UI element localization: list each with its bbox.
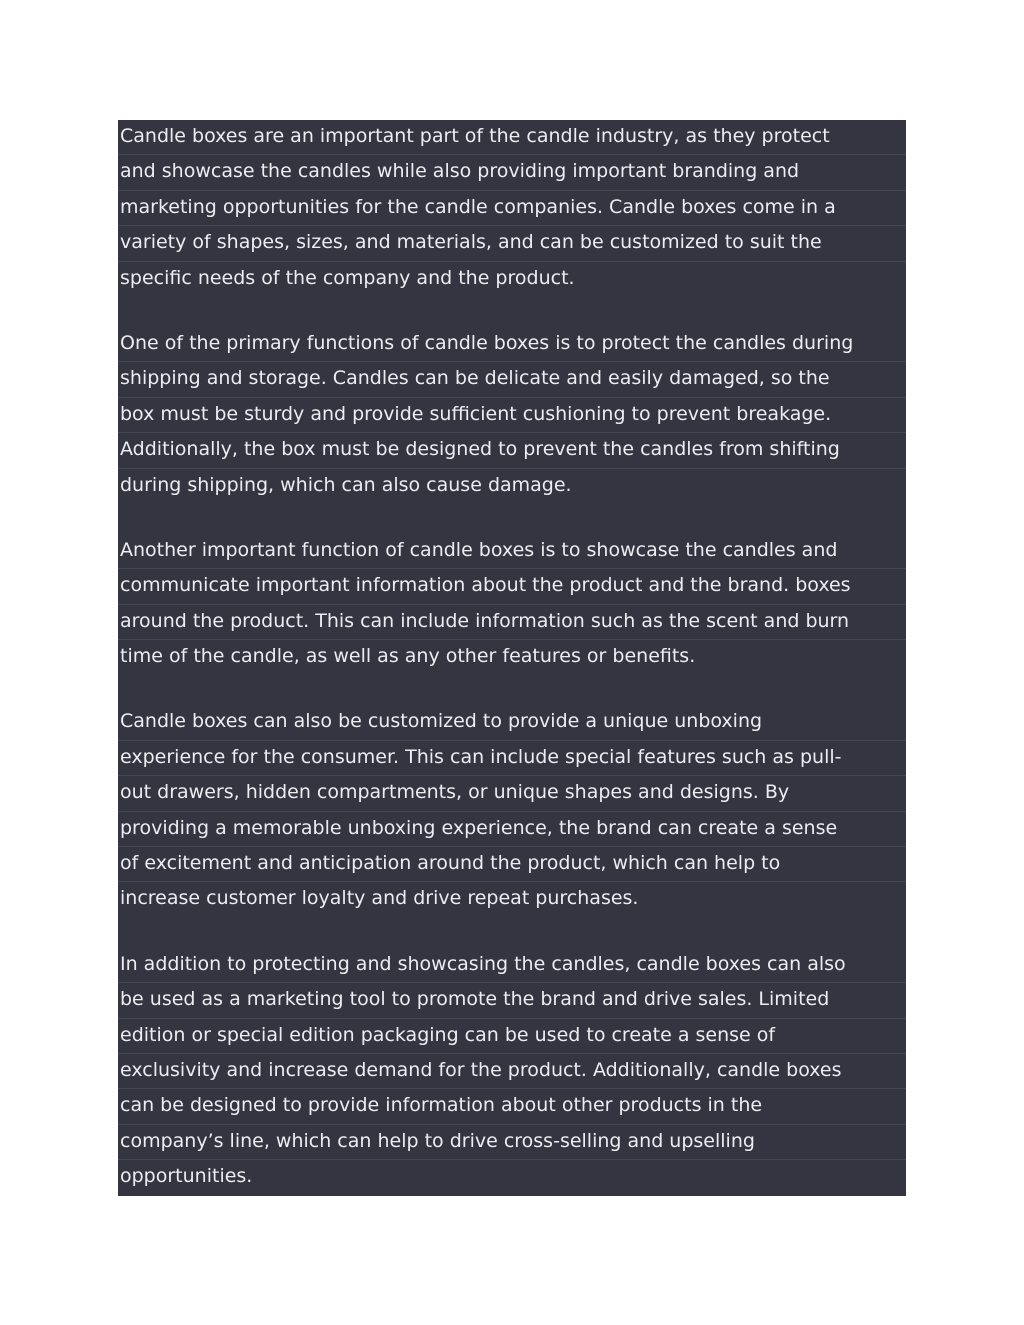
text-line: around the product. This can include information such as the scent and burn: [118, 605, 906, 640]
text-line: of excitement and anticipation around the product, which can help to: [118, 847, 906, 882]
text-line: can be designed to provide information about other products in the: [118, 1089, 906, 1124]
text-line: One of the primary functions of candle boxes is to protect the candles during: [118, 327, 906, 362]
text-line: communicate important information about the product and the brand. boxes: [118, 569, 906, 604]
text-line: be used as a marketing tool to promote the brand and drive sales. Limited: [118, 983, 906, 1018]
text-line: time of the candle, as well as any other features or benefits.: [120, 645, 696, 668]
text-line: edition or special edition packaging can be used to create a sense of: [118, 1019, 906, 1054]
text-line: increase customer loyalty and drive repeat purchases.: [120, 887, 639, 910]
text-line: Candle boxes are an important part of the candle industry, as they protect: [118, 120, 906, 155]
paragraph: [118, 120, 906, 297]
paragraph: [118, 327, 906, 504]
text-line: experience for the consumer. This can include special features such as pull-: [118, 741, 906, 776]
document-text-block: [118, 120, 906, 1196]
paragraph-spacer: [118, 675, 906, 705]
text-line: opportunities.: [120, 1165, 253, 1188]
text-line: In addition to protecting and showcasing the candles, candle boxes can also: [118, 948, 906, 983]
text-line: box must be sturdy and provide sufficient cushioning to prevent breakage.: [118, 398, 906, 433]
paragraph-spacer: [118, 918, 906, 948]
text-line: out drawers, hidden compartments, or unique shapes and designs. By: [118, 776, 906, 811]
text-line: Another important function of candle boxes is to showcase the candles and: [118, 534, 906, 569]
text-line: marketing opportunities for the candle companies. Candle boxes come in a: [118, 191, 906, 226]
text-line: company’s line, which can help to drive cross-selling and upselling: [118, 1125, 906, 1160]
text-line: exclusivity and increase demand for the product. Additionally, candle boxes: [118, 1054, 906, 1089]
text-line: shipping and storage. Candles can be delicate and easily damaged, so the: [118, 362, 906, 397]
text-line: providing a memorable unboxing experience, the brand can create a sense: [118, 812, 906, 847]
text-line: specific needs of the company and the product.: [120, 266, 575, 289]
paragraph-spacer: [118, 297, 906, 327]
paragraph: [118, 534, 906, 676]
paragraph-spacer: [118, 504, 906, 534]
text-line: during shipping, which can also cause damage.: [120, 473, 572, 496]
text-line: variety of shapes, sizes, and materials, and can be customized to suit the: [118, 226, 906, 261]
text-line: Candle boxes can also be customized to provide a unique unboxing: [118, 705, 906, 740]
paragraph: [118, 948, 906, 1196]
paragraph: [118, 705, 906, 917]
text-line: and showcase the candles while also providing important branding and: [118, 155, 906, 190]
text-line: Additionally, the box must be designed to prevent the candles from shifting: [118, 433, 906, 468]
